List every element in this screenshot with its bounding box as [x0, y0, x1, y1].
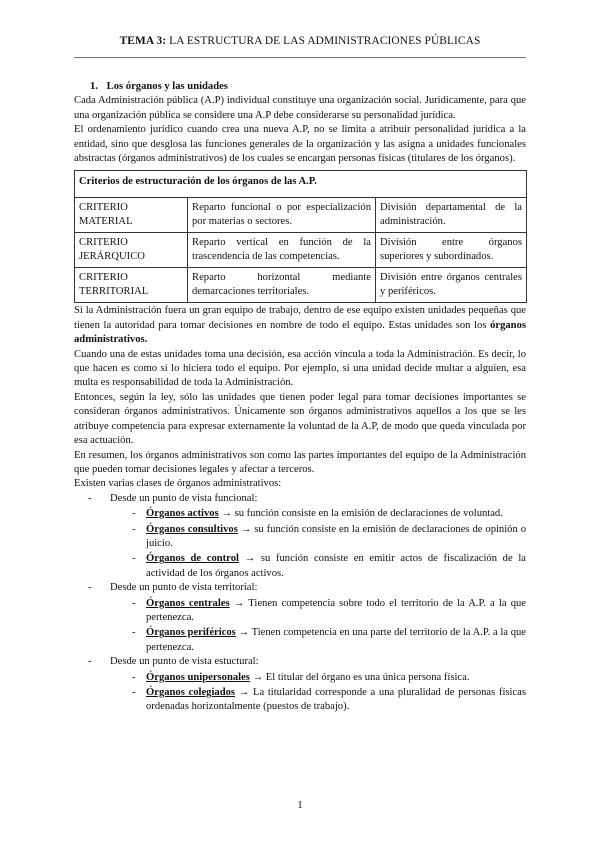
- section-number: 1.: [90, 81, 98, 92]
- table-cell-descripcion: Reparto funcional o por especialización por materias o sectores.: [188, 198, 376, 233]
- table-row: [75, 198, 527, 233]
- criteria-table: [74, 170, 527, 303]
- list-item: [110, 626, 526, 655]
- paragraph-1: Cada Administración pública (A.P) individual constituye una organización social. Jurídicamente, para que una organización pública se considere una A.P debe considerarse su personalidad jurídica.: [74, 95, 526, 121]
- dash-bullet: -: [132, 508, 136, 520]
- table-cell-resultado: División departamental de la administración.: [376, 198, 527, 233]
- table-caption: Criterios de estructuración de los órganos de las A.P.: [75, 171, 527, 198]
- table-cell-criterio: CRITERIO JERÁRQUICO: [75, 233, 188, 268]
- sub-list: [110, 671, 526, 715]
- arrow-icon: →: [244, 553, 256, 565]
- term: Órganos periféricos: [146, 627, 236, 639]
- paragraph-3-text: Si la Administración fuera un gran equipo de trabajo, dentro de ese equipo existen unidades pequeñas que tienen la autoridad para tomar decisiones en nombre de todo el equipo. Estas unidades son los: [74, 305, 526, 331]
- table-caption-row: [75, 171, 527, 198]
- definition: Tienen competencia en una parte del territorio de la A.P. a la que pertenezca.: [146, 627, 527, 653]
- dash-bullet: -: [88, 492, 92, 504]
- dash-bullet: -: [132, 627, 136, 639]
- arrow-icon: →: [238, 687, 250, 698]
- arrow-icon: →: [221, 508, 232, 520]
- definition: su función consiste en la emisión de declaraciones de opinión o juicio.: [146, 523, 526, 549]
- class-label: Desde un punto de vista estuctural:: [110, 656, 259, 668]
- paragraph-3: [74, 304, 526, 347]
- definition: Tienen competencia sobre todo el territorio de la A.P. a la que pertenezca.: [146, 597, 526, 623]
- paragraph-3-bold: órganos administrativos.: [74, 319, 526, 346]
- page-number: 1: [297, 799, 303, 811]
- term: Órganos centrales: [146, 597, 230, 609]
- section-heading: [90, 80, 526, 94]
- list-item: [110, 597, 526, 626]
- class-label: Desde un punto de vista funcional:: [110, 492, 258, 504]
- sub-list: [110, 597, 526, 656]
- table-cell-resultado: División entre órganos superiores y subordinados.: [376, 233, 527, 268]
- table-cell-criterio: CRITERIO MATERIAL: [75, 198, 188, 233]
- tema-label: TEMA 3:: [119, 35, 167, 47]
- dash-bullet: -: [132, 553, 136, 565]
- definition: La titularidad corresponde a una pluralidad de personas físicas ordenadas horizontalmente (puestos de trabajo).: [146, 687, 526, 713]
- classes-list: [74, 492, 526, 715]
- paragraph-7: Existen varias clases de órganos administrativos:: [74, 478, 282, 490]
- arrow-icon: →: [252, 671, 264, 683]
- table-cell-descripcion: Reparto horizontal mediante demarcaciones territoriales.: [188, 268, 376, 303]
- table-cell-criterio: CRITERIO TERRITORIAL: [75, 268, 188, 303]
- list-item: [74, 655, 526, 715]
- arrow-icon: →: [238, 627, 250, 639]
- dash-bullet: -: [88, 656, 92, 668]
- definition: El titular del órgano es una única persona física.: [263, 671, 470, 683]
- term: Órganos de control: [146, 553, 239, 565]
- list-item: [110, 671, 526, 685]
- paragraph-6: En resumen, los órganos administrativos son como las partes importantes del equipo de la Administración que pueden tomar decisiones legales y afectar a terceros.: [74, 449, 526, 475]
- dash-bullet: -: [132, 523, 136, 535]
- term: Órganos colegiados: [146, 687, 236, 698]
- dash-bullet: -: [132, 671, 136, 683]
- list-item: [74, 492, 526, 581]
- term: Órganos consultivos: [146, 523, 238, 535]
- table-cell-descripcion: Reparto vertical en función de la trascendencia de las competencias.: [188, 233, 376, 268]
- table-cell-resultado: División entre órganos centrales y periféricos.: [376, 268, 527, 303]
- definition: su función consiste en la emisión de declaraciones de voluntad.: [231, 508, 503, 520]
- paragraph-2: El ordenamiento jurídico cuando crea una nueva A.P, no se limita a atribuir personalidad jurídica a la entidad, sino que desglosa las funciones generales de la organización y las asigna a unidades funcionales abstractas (órganos administrativos) de los cuales se encargan personas físicas (titulares de los órganos).: [74, 124, 526, 165]
- list-item: [110, 686, 526, 715]
- dash-bullet: -: [132, 687, 136, 698]
- term: Órganos activos: [146, 508, 219, 520]
- header-divider: [74, 57, 526, 58]
- term: Órganos unipersonales: [146, 671, 250, 683]
- list-item: [110, 552, 526, 581]
- arrow-icon: →: [240, 523, 252, 535]
- tema-title: LA ESTRUCTURA DE LAS ADMINISTRACIONES PÚBLICAS: [169, 35, 481, 47]
- list-item: [110, 523, 526, 552]
- sub-list: [110, 507, 526, 581]
- list-item: [74, 581, 526, 655]
- page-content: [74, 80, 526, 715]
- dash-bullet: -: [88, 582, 92, 594]
- definition: su función consiste en emitir actos de fiscalización de la actividad de los órganos activos.: [146, 553, 526, 579]
- list-item: [110, 507, 526, 521]
- class-label: Desde un punto de vista territorial:: [110, 582, 258, 594]
- table-row: [75, 268, 527, 303]
- table-row: [75, 233, 527, 268]
- page-header: [74, 34, 526, 48]
- paragraph-4: Cuando una de estas unidades toma una decisión, esa acción vincula a toda la Administración. Es decir, lo que hacen es como si lo hiciera todo el equipo. Por ejemplo, si una unidad decide multar a alguien, esa multa es responsabilidad de toda la Administración.: [74, 348, 526, 389]
- paragraph-5: Entonces, según la ley, sólo las unidades que tienen poder legal para tomar decisiones importantes se consideran órganos administrativos. Únicamente son órganos administrativos aquellos a los que se les atribuye competencia para expresar externamente la voluntad de la A.P, de modo que queda vinculada por esa actuación.: [74, 391, 526, 447]
- section-title: Los órganos y las unidades: [106, 81, 228, 92]
- arrow-icon: →: [233, 597, 245, 609]
- dash-bullet: -: [132, 597, 136, 609]
